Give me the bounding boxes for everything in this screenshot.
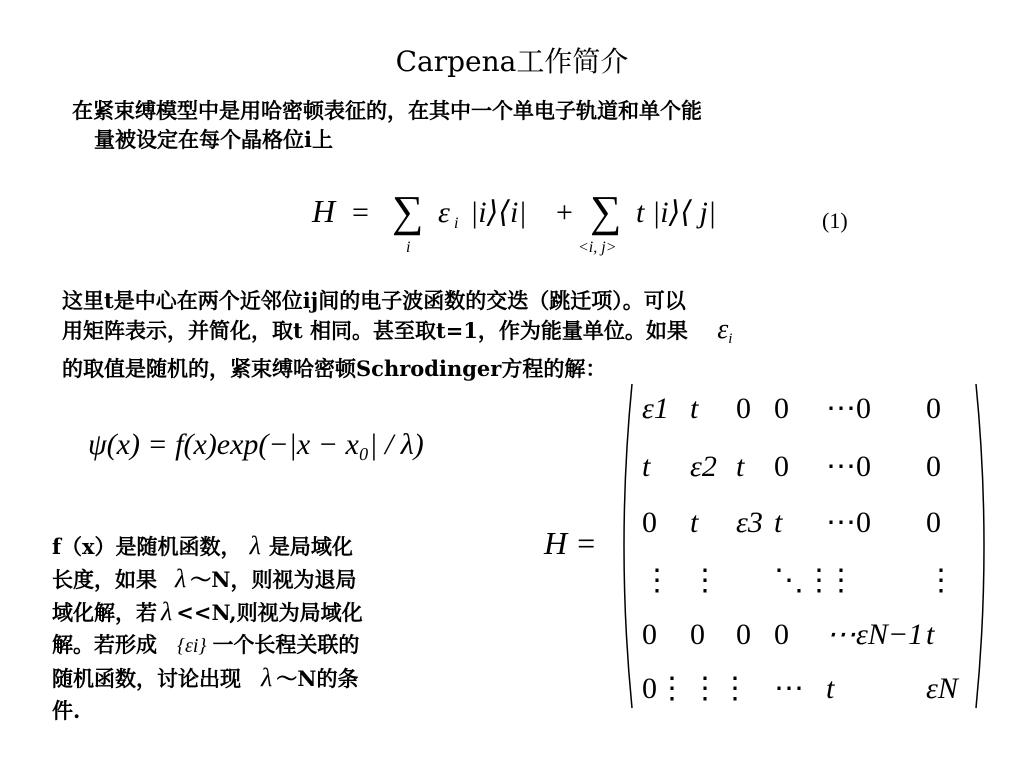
matrix-cell-r1-c6: 0 xyxy=(926,392,941,425)
matrix-cell-r4-c5: ⋮ xyxy=(826,564,856,597)
matrix-cells xyxy=(642,392,960,705)
note-line-4 xyxy=(52,629,482,662)
eq-epsilon: ε xyxy=(438,196,450,229)
matrix-cell-r6-c6: εN xyxy=(926,672,958,705)
note-4b: 一个长程关联的 xyxy=(212,632,360,657)
lambda-symbol: λ xyxy=(161,597,173,626)
eq-epsilon-sub: i xyxy=(454,215,459,232)
matrix-cell-r4-c6: ⋮ xyxy=(926,564,956,597)
matrix-cell-r4-c4: ⋱⋮ xyxy=(774,564,834,597)
eq-projector-i: |i⟩⟨i| xyxy=(470,196,527,229)
sum-symbol-1: ∑ xyxy=(392,187,424,236)
note-line-2 xyxy=(52,563,482,596)
matrix-cell-r3-c1: 0 xyxy=(642,506,657,539)
desc-epsilon-sub: i xyxy=(728,331,733,348)
eq-plus: + xyxy=(556,196,573,229)
sum-symbol-2: ∑ xyxy=(590,187,622,236)
eq-equals: = xyxy=(352,196,369,229)
matrix-cell-r3-c4: t xyxy=(774,506,783,539)
epsilon-set-symbol: {εi} xyxy=(177,635,207,657)
matrix-cell-r6-c5: t xyxy=(826,672,835,705)
matrix-cell-r6-c1: 0⋮ xyxy=(642,672,687,705)
note-2b: ～N，则视为退局 xyxy=(190,567,357,592)
matrix-cell-r1-c2: t xyxy=(690,392,699,425)
lambda-symbol: λ xyxy=(175,564,187,593)
desc-line-2-wrap xyxy=(62,315,962,354)
matrix-cell-r1-c1: ε1 xyxy=(642,392,669,425)
note-4a: 解。若形成 xyxy=(52,632,157,657)
note-5b: ～N的条 xyxy=(276,666,359,691)
sum2-subscript: <i, j> xyxy=(578,239,617,256)
matrix-cell-r2-c1: t xyxy=(642,450,651,483)
matrix-cell-r1-c3: 0 xyxy=(736,392,751,425)
note-1a: f（x）是随机函数， xyxy=(52,534,242,559)
matrix-cell-r5-c6: t xyxy=(926,618,935,651)
matrix-cell-r5-c5: ⋯εN−1 xyxy=(826,618,924,651)
matrix-cell-r5-c4: 0 xyxy=(774,618,789,651)
wavefunction-text: ψ(x) = f(x)exp(−|x − x₀| / λ) xyxy=(88,428,424,461)
intro-line-1: 在紧束缚模型中是用哈密顿表征的，在其中一个单电子轨道和单个能 xyxy=(72,98,702,123)
lambda-symbol: λ xyxy=(261,663,273,692)
matrix-cell-r2-c4: 0 xyxy=(774,450,789,483)
desc-line-3: 的取值是随机的，紧束缚哈密顿Schrodinger方程的解： xyxy=(62,356,607,382)
matrix-label: H = xyxy=(544,525,597,561)
note-paragraph xyxy=(52,530,482,727)
matrix-cell-r3-c5: ⋯0 xyxy=(826,506,871,539)
matrix-cell-r2-c2: ε2 xyxy=(690,450,717,483)
desc-line-2: 用矩阵表示，并简化，取t 相同。甚至取t=1，作为能量单位。如果 xyxy=(62,318,688,343)
matrix-cell-r6-c2: ⋮⋮ xyxy=(690,672,750,705)
note-line-5 xyxy=(52,662,482,695)
description-paragraph xyxy=(62,286,962,383)
matrix-left-paren xyxy=(624,384,632,708)
desc-epsilon: ε xyxy=(717,314,729,345)
eq-lhs: H xyxy=(312,193,336,229)
matrix-cell-r2-c6: 0 xyxy=(926,450,941,483)
note-3b: <<N,则视为局域化 xyxy=(176,600,363,625)
hamiltonian-matrix xyxy=(614,380,994,712)
matrix-cell-r5-c2: 0 xyxy=(690,618,705,651)
matrix-cell-r4-c2: ⋮ xyxy=(690,564,720,597)
intro-line-2: 量被设定在每个晶格位i上 xyxy=(94,127,333,152)
eq-t: t xyxy=(636,196,645,229)
matrix-cell-r3-c2: t xyxy=(690,506,699,539)
lambda-symbol: λ xyxy=(249,531,261,560)
intro-paragraph xyxy=(72,96,942,154)
matrix-cell-r1-c4: 0 xyxy=(774,392,789,425)
matrix-cell-r5-c1: 0 xyxy=(642,618,657,651)
note-1b: 是局域化 xyxy=(268,534,353,559)
matrix-cell-r4-c1: ⋮ xyxy=(642,564,672,597)
note-2a: 长度，如果 xyxy=(52,567,157,592)
matrix-cell-r2-c3: t xyxy=(736,450,745,483)
matrix-cell-r3-c3: ε3 xyxy=(736,506,763,539)
note-5a: 随机函数，讨论出现 xyxy=(52,666,241,691)
note-line-1 xyxy=(52,530,482,563)
matrix-cell-r1-c5: ⋯0 xyxy=(826,392,871,425)
note-3a: 域化解，若 xyxy=(52,600,157,625)
wavefunction-equation xyxy=(88,420,518,470)
matrix-cell-r5-c3: 0 xyxy=(736,618,751,651)
matrix-cell-r3-c6: 0 xyxy=(926,506,941,539)
note-line-3 xyxy=(52,596,482,629)
desc-line-1: 这里t是中心在两个近邻位ij间的电子波函数的交迭（跳迁项）。可以 xyxy=(62,288,686,313)
slide-title: Carpena工作简介 xyxy=(395,45,629,78)
eq-projector-ij: |i⟩⟨ j| xyxy=(652,196,717,229)
hamiltonian-equation xyxy=(312,182,772,262)
note-line-6: 件. xyxy=(52,698,81,723)
equation-number: (1) xyxy=(822,208,848,233)
sum1-subscript: i xyxy=(406,239,411,256)
matrix-cell-r6-c4: ⋯ xyxy=(774,672,804,705)
matrix-right-paren xyxy=(976,384,984,708)
matrix-cell-r2-c5: ⋯0 xyxy=(826,450,871,483)
